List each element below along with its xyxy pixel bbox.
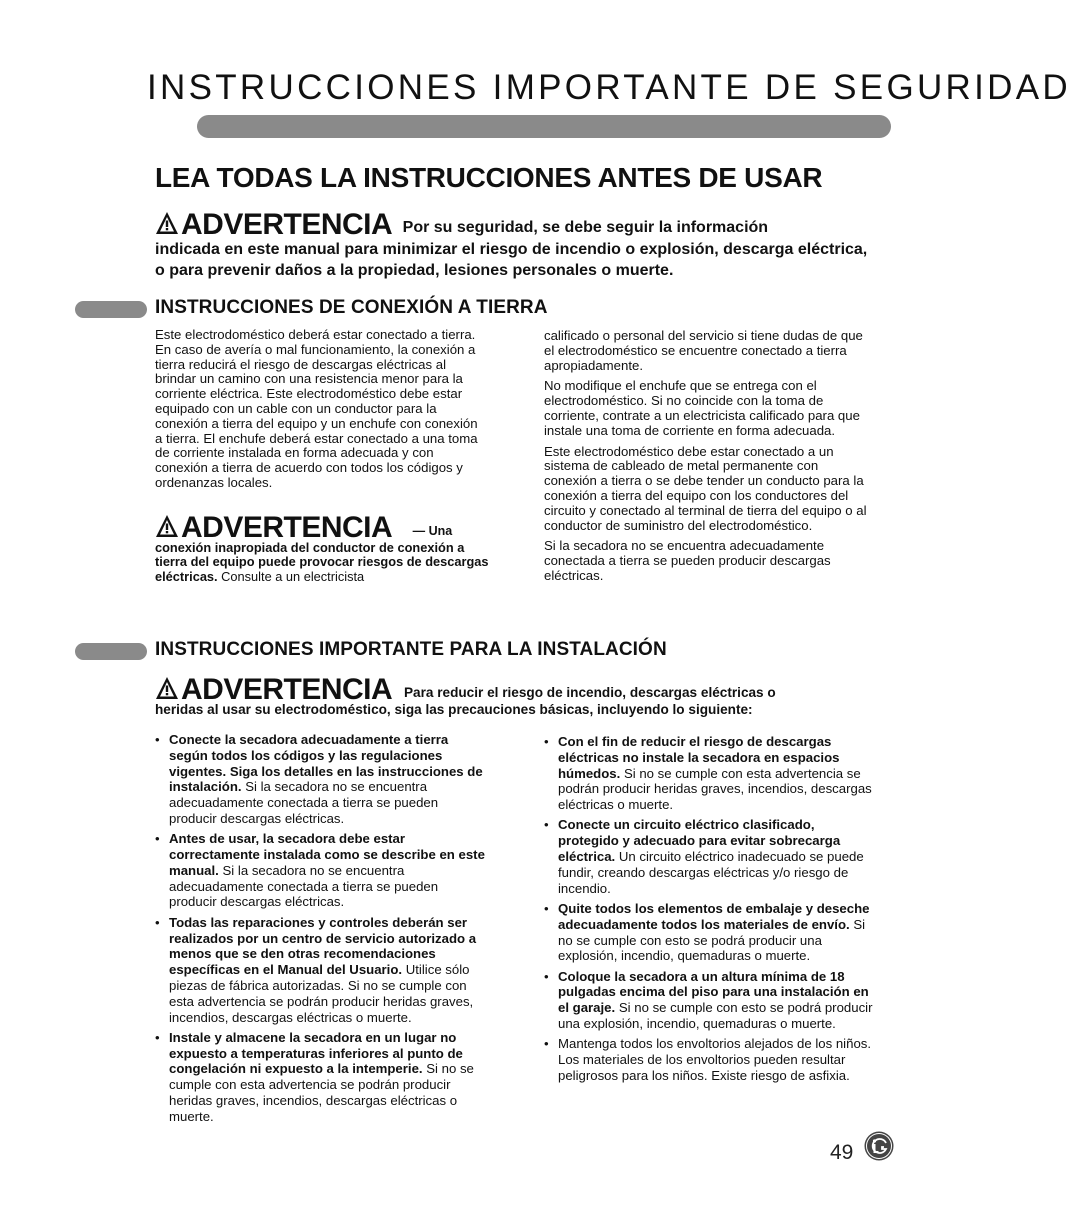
- installation-warning: [155, 673, 875, 718]
- list-item: • Antes de usar, la secadora debe estar correctamente instalada como se describe en este manual. Si la secadora no se encuentra adecuadamente conectada a tierra se pueden producir descargas eléctricas.: [155, 831, 489, 910]
- list-item: • Mantenga todos los envoltorios alejados de los niños. Los materiales de los envoltorios pueden resultar peligrosos para los niños. Existe riesgo de asfixia.: [544, 1036, 874, 1083]
- warning-label: ADVERTENCIA: [181, 208, 393, 241]
- lg-logo-icon: [864, 1131, 894, 1161]
- warning-bold-text: conexión inapropiada del conductor de conexión a tierra del equipo puede provocar riesgos de descargas eléctricas.: [155, 539, 489, 584]
- warning-text-first: Por su seguridad, se debe seguir la información: [402, 219, 769, 236]
- warning-text-rest: indicada en este manual para minimizar el riesgo de incendio o explosión, descarga eléctrica, o para prevenir daños a la propiedad, lesiones personales o muerte.: [155, 240, 868, 279]
- page-title: INSTRUCCIONES IMPORTANTE DE SEGURIDAD: [147, 68, 1071, 107]
- installation-left-column: [155, 732, 489, 1129]
- grounding-warning: [155, 511, 490, 584]
- list-item: • Conecte la secadora adecuadamente a tierra según todos los códigos y las regulaciones vigentes. Siga los detalles en las instrucciones de instalación. Si la secadora no se encuentra adecuadamente conectada a tierra se pueden producir descargas eléctricas.: [155, 732, 489, 827]
- paragraph: No modifique el enchufe que se entrega con el electrodoméstico. Si no coincide con la toma de corriente, contrate a un electricista calificado para que instale una toma de corriente en forma adecuada.: [544, 378, 860, 438]
- list-item: • Conecte un circuito eléctrico clasificado, protegido y adecuado para evitar sobrecarga eléctrica. Un circuito eléctrico inadecuado se puede fundir, creando descargas eléctricas y/o riesgo de incendio.: [544, 817, 874, 896]
- grounding-right-column: [544, 329, 872, 590]
- section-marker-pill: [75, 301, 147, 318]
- warning-triangle-icon: [155, 514, 179, 538]
- list-item: • Con el fin de reducir el riesgo de descargas eléctricas no instale la secadora en espacios húmedos. Si no se cumple con esta advertencia se podrán producir heridas graves, incendios, descargas eléctricas o muerte.: [544, 734, 874, 813]
- warning-label: ADVERTENCIA: [181, 673, 393, 706]
- list-item: • Coloque la secadora a un altura mínima de 18 pulgadas encima del piso para una instalación en el garaje. Si no se cumple con esto se podrá producir una explosión, incendio, quemaduras o muerte.: [544, 969, 874, 1032]
- warning-triangle-icon: [155, 676, 179, 700]
- section-heading-installation: INSTRUCCIONES IMPORTANTE PARA LA INSTALACIÓN: [155, 639, 667, 660]
- warning-triangle-icon: [155, 211, 179, 235]
- warning-text-first: Para reducir el riesgo de incendio, descargas eléctricas o: [403, 685, 776, 700]
- grounding-paragraph: Este electrodoméstico deberá estar conectado a tierra. En caso de avería o mal funcionamiento, la conexión a tierra reducirá el riesgo de descargas eléctricas al brindar un camino con una resistencia menor para la corriente eléctrica. Este electrodoméstico debe estar equipado con un cable con un conductor para la conexión a tierra del equipo y un enchufe con conexión a tierra. El enchufe deberá estar conectado a una toma de corriente instalada en forma adecuada y con conexión a tierra de acuerdo con todos los códigos y ordenanzas locales.: [155, 327, 478, 490]
- list-item: • Instale y almacene la secadora en un lugar no expuesto a temperaturas inferiores al punto de congelación ni expuesto a la intemperie. Si no se cumple con esta advertencia se podrán producir heridas graves, incendios, descargas eléctricas o muerte.: [155, 1030, 489, 1125]
- paragraph: Si la secadora no se encuentra adecuadamente conectada a tierra se pueden producir descargas eléctricas.: [544, 538, 831, 583]
- warning-label: ADVERTENCIA: [181, 511, 393, 544]
- warning-text-rest: heridas al usar su electrodoméstico, siga las precauciones básicas, incluyendo lo siguiente:: [155, 702, 753, 717]
- list-item: • Todas las reparaciones y controles deberán ser realizados por un centro de servicio autorizado a menos que se den otras recomendaciones específicas en el Manual del Usuario. Utilice sólo piezas de fábrica autorizadas. Si no se cumple con esta advertencia se podrán producir heridas graves, incendios, descargas eléctricas o muerte.: [155, 915, 489, 1026]
- section-heading-grounding: INSTRUCCIONES DE CONEXIÓN A TIERRA: [155, 297, 548, 318]
- paragraph: Este electrodoméstico debe estar conectado a un sistema de cableado de metal permanente con conexión a tierra o se debe tender un conducto para la conexión a tierra del equipo con los conductores del circuito y conectado al terminal de tierra del equipo o al conductor de suministro del electrodoméstico.: [544, 443, 867, 533]
- grounding-left-column: [155, 328, 487, 497]
- title-decorative-bar: [197, 115, 891, 138]
- list-item: • Quite todos los elementos de embalaje y deseche adecuadamente todos los materiales de envío. Si no se cumple con esto se podrá producir una explosión, incendio, quemaduras o muerte.: [544, 901, 874, 964]
- warning-top: [155, 208, 875, 282]
- warning-dash-text: — Una: [412, 524, 453, 538]
- installation-right-column: [544, 734, 874, 1088]
- warning-normal-text: Consulte a un electricista: [217, 568, 365, 584]
- section-marker-pill: [75, 643, 147, 660]
- page-number: 49: [830, 1141, 854, 1164]
- main-heading: LEA TODAS LA INSTRUCCIONES ANTES DE USAR: [155, 162, 823, 193]
- paragraph: calificado o personal del servicio si tiene dudas de que el electrodoméstico se encuentre conectado a tierra apropiadamente.: [544, 328, 863, 373]
